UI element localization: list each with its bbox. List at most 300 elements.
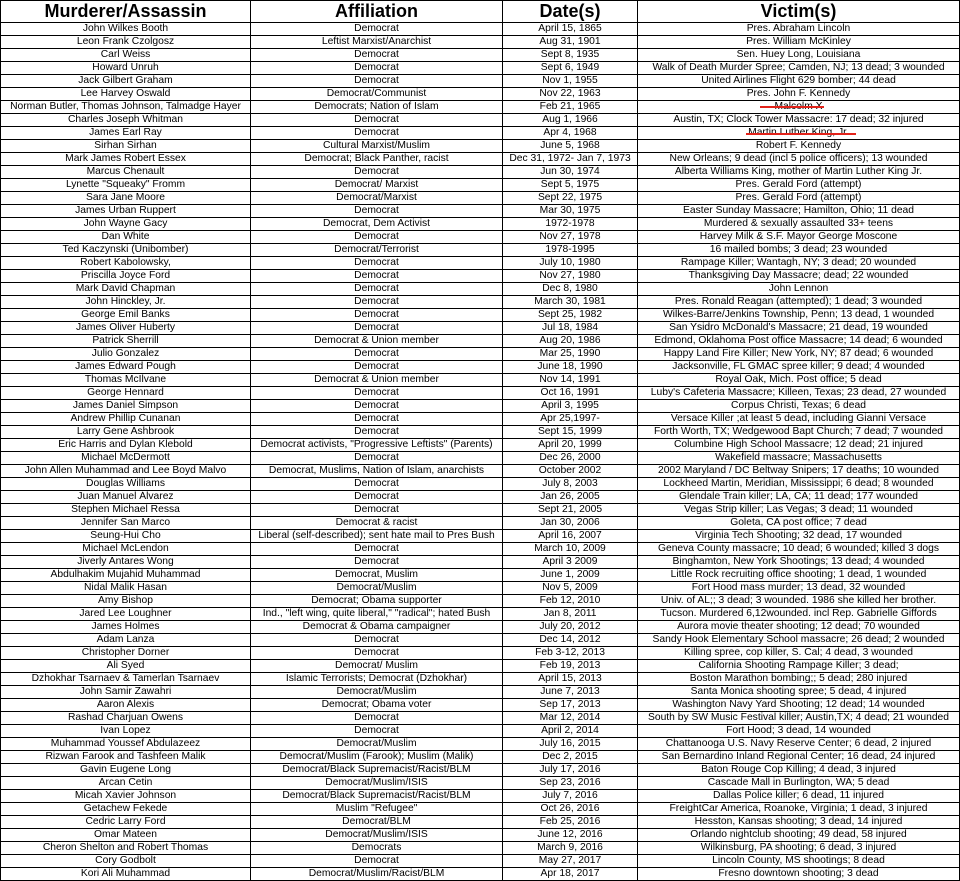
table-row xyxy=(1,712,960,725)
affiliation-cell: Democrat xyxy=(251,49,503,62)
affiliation-cell: Democrat xyxy=(251,387,503,400)
table-row xyxy=(1,816,960,829)
table-row xyxy=(1,660,960,673)
table-row xyxy=(1,855,960,868)
murderer-cell: Mark James Robert Essex xyxy=(1,153,251,166)
date-cell: Nov 5, 2009 xyxy=(503,582,638,595)
victims-cell: Royal Oak, Mich. Post office; 5 dead xyxy=(638,374,960,387)
affiliation-cell: Democrat/Muslim/ISIS xyxy=(251,777,503,790)
affiliation-cell: Democrat xyxy=(251,205,503,218)
date-cell: Sep 23, 2016 xyxy=(503,777,638,790)
victims-cell: Washington Navy Yard Shooting; 12 dead; 14 wounded xyxy=(638,699,960,712)
affiliation-cell: Democrat & Union member xyxy=(251,374,503,387)
affiliation-cell: Democrat xyxy=(251,114,503,127)
table-row xyxy=(1,621,960,634)
date-cell: Sept 21, 2005 xyxy=(503,504,638,517)
date-cell: June 7, 2013 xyxy=(503,686,638,699)
date-cell: Feb 19, 2013 xyxy=(503,660,638,673)
murderer-cell: Mark David Chapman xyxy=(1,283,251,296)
affiliation-cell: Democrat xyxy=(251,491,503,504)
affiliation-cell: Democrat, Muslims, Nation of Islam, anarchists xyxy=(251,465,503,478)
murderer-cell: Jiverly Antares Wong xyxy=(1,556,251,569)
date-cell: July 10, 1980 xyxy=(503,257,638,270)
affiliation-cell: Democrat; Obama voter xyxy=(251,699,503,712)
victims-cell: Walk of Death Murder Spree; Camden, NJ; 13 dead; 3 wounded xyxy=(638,62,960,75)
victims-cell: Baton Rouge Cop Killing; 4 dead, 3 injured xyxy=(638,764,960,777)
date-cell: Jun 30, 1974 xyxy=(503,166,638,179)
table-row xyxy=(1,62,960,75)
table-row xyxy=(1,595,960,608)
murderer-cell: Sara Jane Moore xyxy=(1,192,251,205)
date-cell: July 20, 2012 xyxy=(503,621,638,634)
date-cell: April 20, 1999 xyxy=(503,439,638,452)
table-row xyxy=(1,569,960,582)
table-row xyxy=(1,842,960,855)
affiliation-cell: Democrat xyxy=(251,231,503,244)
affiliation-cell: Democrat xyxy=(251,270,503,283)
murderer-cell: Rashad Charjuan Owens xyxy=(1,712,251,725)
table-row xyxy=(1,400,960,413)
affiliation-cell: Democrat activists, "Progressive Leftists" (Parents) xyxy=(251,439,503,452)
murderer-cell: Julio Gonzalez xyxy=(1,348,251,361)
affiliation-cell: Democrat & Union member xyxy=(251,335,503,348)
table-row xyxy=(1,738,960,751)
affiliation-cell: Democrat xyxy=(251,75,503,88)
murderer-cell: Christopher Dorner xyxy=(1,647,251,660)
victims-cell: Luby's Cafeteria Massacre; Killeen, Texas; 23 dead, 27 wounded xyxy=(638,387,960,400)
victims-cell: Edmond, Oklahoma Post office Massacre; 14 dead; 6 wounded xyxy=(638,335,960,348)
affiliation-cell: Democrat xyxy=(251,634,503,647)
table-row xyxy=(1,413,960,426)
victims-cell: Wilkinsburg, PA shooting; 6 dead, 3 injured xyxy=(638,842,960,855)
victims-cell: John Lennon xyxy=(638,283,960,296)
victims-cell: Goleta, CA post office; 7 dead xyxy=(638,517,960,530)
murderer-cell: Cedric Larry Ford xyxy=(1,816,251,829)
date-cell: April 15, 2013 xyxy=(503,673,638,686)
victims-cell: United Airlines Flight 629 bomber; 44 dead xyxy=(638,75,960,88)
table-row xyxy=(1,140,960,153)
murderer-cell: Ted Kaczynski (Unibomber) xyxy=(1,244,251,257)
victims-cell: Wakefield massacre; Massachusetts xyxy=(638,452,960,465)
table-row xyxy=(1,673,960,686)
table-row xyxy=(1,361,960,374)
affiliation-cell: Democrat xyxy=(251,855,503,868)
date-cell: Mar 30, 1975 xyxy=(503,205,638,218)
table-row xyxy=(1,543,960,556)
date-cell: April 16, 2007 xyxy=(503,530,638,543)
murderer-cell: James Holmes xyxy=(1,621,251,634)
date-cell: Apr 18, 2017 xyxy=(503,868,638,881)
date-cell: Nov 27, 1978 xyxy=(503,231,638,244)
murderer-cell: Stephen Michael Ressa xyxy=(1,504,251,517)
murderer-cell: Dzhokhar Tsarnaev & Tamerlan Tsarnaev xyxy=(1,673,251,686)
affiliation-cell: Democrat xyxy=(251,647,503,660)
table-row xyxy=(1,790,960,803)
affiliation-cell: Democrat xyxy=(251,322,503,335)
victims-cell: Pres. Gerald Ford (attempt) xyxy=(638,179,960,192)
murderer-cell: Muhammad Youssef Abdulazeez xyxy=(1,738,251,751)
table-row xyxy=(1,699,960,712)
table-row xyxy=(1,348,960,361)
victims-cell: Fort Hood mass murder; 13 dead, 32 wounded xyxy=(638,582,960,595)
affiliation-cell: Democrat/Terrorist xyxy=(251,244,503,257)
date-cell: May 27, 2017 xyxy=(503,855,638,868)
red-underline-malcolm-x xyxy=(760,106,824,108)
affiliation-cell: Democrat xyxy=(251,309,503,322)
murderer-cell: Ivan Lopez xyxy=(1,725,251,738)
affiliation-cell: Democrat xyxy=(251,478,503,491)
murderer-cell: Micah Xavier Johnson xyxy=(1,790,251,803)
date-cell: Sept 8, 1935 xyxy=(503,49,638,62)
table-row xyxy=(1,582,960,595)
affiliation-cell: Democrat xyxy=(251,257,503,270)
affiliation-cell: Democrat xyxy=(251,712,503,725)
affiliation-cell: Democrat; Obama supporter xyxy=(251,595,503,608)
table-row xyxy=(1,751,960,764)
table-row xyxy=(1,205,960,218)
murderer-cell: Gavin Eugene Long xyxy=(1,764,251,777)
victims-cell: Cascade Mall in Burlington, WA; 5 dead xyxy=(638,777,960,790)
victims-cell: Forth Worth, TX; Wedgewood Bapt Church; 7 dead; 7 wounded xyxy=(638,426,960,439)
date-cell: October 2002 xyxy=(503,465,638,478)
date-cell: April 3 2009 xyxy=(503,556,638,569)
victims-cell: Thanksgiving Day Massacre; dead; 22 wounded xyxy=(638,270,960,283)
victims-cell: Pres. Gerald Ford (attempt) xyxy=(638,192,960,205)
affiliation-cell: Leftist Marxist/Anarchist xyxy=(251,36,503,49)
murderer-cell: John Hinckley, Jr. xyxy=(1,296,251,309)
date-cell: Sept 25, 1982 xyxy=(503,309,638,322)
affiliation-cell: Democrat xyxy=(251,283,503,296)
victims-cell: Dallas Police killer; 6 dead, 11 injured xyxy=(638,790,960,803)
affiliation-cell: Democrat xyxy=(251,413,503,426)
date-cell: Nov 14, 1991 xyxy=(503,374,638,387)
date-cell: Sept 15, 1999 xyxy=(503,426,638,439)
affiliation-cell: Democrats; Nation of Islam xyxy=(251,101,503,114)
victims-cell: Happy Land Fire Killer; New York, NY; 87 dead; 6 wounded xyxy=(638,348,960,361)
table-row xyxy=(1,868,960,881)
victims-cell: 2002 Maryland / DC Beltway Snipers; 17 deaths; 10 wounded xyxy=(638,465,960,478)
victims-cell: Pres. John F. Kennedy xyxy=(638,88,960,101)
affiliation-cell: Democrat, Dem Activist xyxy=(251,218,503,231)
murderer-cell: John Wayne Gacy xyxy=(1,218,251,231)
date-cell: Nov 27, 1980 xyxy=(503,270,638,283)
table-row xyxy=(1,36,960,49)
victims-cell: Vegas Strip killer; Las Vegas; 3 dead; 11 wounded xyxy=(638,504,960,517)
murderer-cell: Thomas McIlvane xyxy=(1,374,251,387)
murderer-cell: John Wilkes Booth xyxy=(1,23,251,36)
table-row xyxy=(1,387,960,400)
murderer-cell: Larry Gene Ashbrook xyxy=(1,426,251,439)
victims-cell: Alberta Williams King, mother of Martin Luther King Jr. xyxy=(638,166,960,179)
table-row xyxy=(1,556,960,569)
affiliation-cell: Democrat/BLM xyxy=(251,816,503,829)
column-header-dates: Date(s) xyxy=(503,1,638,23)
murderer-cell: Eric Harris and Dylan Klebold xyxy=(1,439,251,452)
table-row xyxy=(1,530,960,543)
affiliation-cell: Democrats xyxy=(251,842,503,855)
murderer-cell: Andrew Phillip Cunanan xyxy=(1,413,251,426)
victims-cell: Aurora movie theater shooting; 12 dead; 70 wounded xyxy=(638,621,960,634)
victims-cell: Lockheed Martin, Meridian, Mississippi; 6 dead; 8 wounded xyxy=(638,478,960,491)
affiliation-cell: Democrat/Black Supremacist/Racist/BLM xyxy=(251,790,503,803)
murderer-cell: Abdulhakim Mujahid Muhammad xyxy=(1,569,251,582)
murderer-cell: Howard Unruh xyxy=(1,62,251,75)
victims-cell: Easter Sunday Massacre; Hamilton, Ohio; 11 dead xyxy=(638,205,960,218)
table-row xyxy=(1,439,960,452)
victims-cell: California Shooting Rampage Killer; 3 dead; xyxy=(638,660,960,673)
table-row xyxy=(1,829,960,842)
affiliation-cell: Liberal (self-described); sent hate mail to Pres Bush xyxy=(251,530,503,543)
affiliation-cell: Democrat & racist xyxy=(251,517,503,530)
affiliation-cell: Democrat, Muslim xyxy=(251,569,503,582)
table-row xyxy=(1,218,960,231)
table-row xyxy=(1,517,960,530)
murderer-cell: Patrick Sherrill xyxy=(1,335,251,348)
affiliation-cell: Democrat/ Muslim xyxy=(251,660,503,673)
murderer-cell: Rizwan Farook and Tashfeen Malik xyxy=(1,751,251,764)
victims-cell: Boston Marathon bombing;; 5 dead; 280 injured xyxy=(638,673,960,686)
table-row xyxy=(1,491,960,504)
affiliation-cell: Democrat/Muslim (Farook); Muslim (Malik) xyxy=(251,751,503,764)
table-row xyxy=(1,478,960,491)
murderer-cell: James Edward Pough xyxy=(1,361,251,374)
victims-cell: Santa Monica shooting spree; 5 dead, 4 injured xyxy=(638,686,960,699)
victims-cell: Binghamton, New York Shootings; 13 dead; 4 wounded xyxy=(638,556,960,569)
date-cell: Jan 26, 2005 xyxy=(503,491,638,504)
date-cell: Feb 21, 1965 xyxy=(503,101,638,114)
victims-cell: Univ. of AL;; 3 dead; 3 wounded. 1986 she killed her brother. xyxy=(638,595,960,608)
murderer-cell: Nidal Malik Hasan xyxy=(1,582,251,595)
date-cell: Oct 16, 1991 xyxy=(503,387,638,400)
date-cell: June 12, 2016 xyxy=(503,829,638,842)
table-row xyxy=(1,504,960,517)
affiliation-cell: Democrat/ Marxist xyxy=(251,179,503,192)
table-row xyxy=(1,647,960,660)
murderer-cell: James Oliver Huberty xyxy=(1,322,251,335)
date-cell: Feb 12, 2010 xyxy=(503,595,638,608)
date-cell: Dec 2, 2015 xyxy=(503,751,638,764)
victims-cell: Glendale Train killer; LA, CA; 11 dead; 177 wounded xyxy=(638,491,960,504)
table-row xyxy=(1,426,960,439)
murderer-cell: Kori Ali Muhammad xyxy=(1,868,251,881)
victims-cell: Versace Killer ;at least 5 dead, including Gianni Versace xyxy=(638,413,960,426)
table-row xyxy=(1,88,960,101)
murderer-cell: Adam Lanza xyxy=(1,634,251,647)
table-row xyxy=(1,166,960,179)
affiliation-cell: Muslim "Refugee" xyxy=(251,803,503,816)
murderer-cell: Omar Mateen xyxy=(1,829,251,842)
affiliation-cell: Democrat xyxy=(251,23,503,36)
affiliation-cell: Democrat & Obama campaigner xyxy=(251,621,503,634)
table-row xyxy=(1,75,960,88)
murderer-cell: Ali Syed xyxy=(1,660,251,673)
date-cell: Nov 22, 1963 xyxy=(503,88,638,101)
victims-cell: Sen. Huey Long, Louisiana xyxy=(638,49,960,62)
date-cell: 1978-1995 xyxy=(503,244,638,257)
victims-cell: Fort Hood; 3 dead, 14 wounded xyxy=(638,725,960,738)
murderer-cell: Sirhan Sirhan xyxy=(1,140,251,153)
murderer-cell: Cheron Shelton and Robert Thomas xyxy=(1,842,251,855)
date-cell: Mar 12, 2014 xyxy=(503,712,638,725)
victims-cell: Chattanooga U.S. Navy Reserve Center; 6 dead, 2 injured xyxy=(638,738,960,751)
table-row xyxy=(1,634,960,647)
victims-cell: Murdered & sexually assaulted 33+ teens xyxy=(638,218,960,231)
affiliation-cell: Democrat/Muslim xyxy=(251,686,503,699)
table-row xyxy=(1,231,960,244)
date-cell: Feb 25, 2016 xyxy=(503,816,638,829)
date-cell: Sept 22, 1975 xyxy=(503,192,638,205)
murderer-cell: Aaron Alexis xyxy=(1,699,251,712)
table-row xyxy=(1,244,960,257)
affiliation-cell: Democrat xyxy=(251,127,503,140)
table-row xyxy=(1,725,960,738)
date-cell: Aug 1, 1966 xyxy=(503,114,638,127)
date-cell: Aug 20, 1986 xyxy=(503,335,638,348)
victims-cell: South by SW Music Festival killer; Austin,TX; 4 dead; 21 wounded xyxy=(638,712,960,725)
date-cell: July 17, 2016 xyxy=(503,764,638,777)
table-row xyxy=(1,335,960,348)
table-row xyxy=(1,23,960,36)
victims-cell: Killing spree, cop killer, S. Cal; 4 dead, 3 wounded xyxy=(638,647,960,660)
table-row xyxy=(1,257,960,270)
date-cell: Dec 14, 2012 xyxy=(503,634,638,647)
murderer-cell: Leon Frank Czolgosz xyxy=(1,36,251,49)
victims-cell: San Ysidro McDonald's Massacre; 21 dead, 19 wounded xyxy=(638,322,960,335)
victims-cell: Wilkes-Barre/Jenkins Township, Penn; 13 dead, 1 wounded xyxy=(638,309,960,322)
date-cell: Apr 4, 1968 xyxy=(503,127,638,140)
victims-cell: Hesston, Kansas shooting; 3 dead, 14 injured xyxy=(638,816,960,829)
date-cell: March 30, 1981 xyxy=(503,296,638,309)
date-cell: Sept 6, 1949 xyxy=(503,62,638,75)
murderer-cell: Michael McLendon xyxy=(1,543,251,556)
victims-cell: Pres. Ronald Reagan (attempted); 1 dead; 3 wounded xyxy=(638,296,960,309)
affiliation-cell: Ind., "left wing, quite liberal," "radical"; hated Bush xyxy=(251,608,503,621)
date-cell: Aug 31, 1901 xyxy=(503,36,638,49)
date-cell: April 2, 2014 xyxy=(503,725,638,738)
murderer-cell: John Samir Zawahri xyxy=(1,686,251,699)
table-body xyxy=(1,23,960,881)
murderer-cell: Robert Kabolowsky, xyxy=(1,257,251,270)
murderer-cell: Lynette "Squeaky" Fromm xyxy=(1,179,251,192)
affiliation-cell: Democrat/Communist xyxy=(251,88,503,101)
victims-cell: Sandy Hook Elementary School massacre; 26 dead; 2 wounded xyxy=(638,634,960,647)
date-cell: Dec 31, 1972- Jan 7, 1973 xyxy=(503,153,638,166)
date-cell: Sept 5, 1975 xyxy=(503,179,638,192)
column-header-affiliation: Affiliation xyxy=(251,1,503,23)
murderer-cell: Lee Harvey Oswald xyxy=(1,88,251,101)
victims-cell: Robert F. Kennedy xyxy=(638,140,960,153)
victims-cell: Little Rock recruiting office shooting; 1 dead, 1 wounded xyxy=(638,569,960,582)
date-cell: April 3, 1995 xyxy=(503,400,638,413)
victims-cell: Rampage Killer; Wantagh, NY; 3 dead; 20 wounded xyxy=(638,257,960,270)
victims-cell: Tucson. Murdered 6,12wounded. incl Rep. Gabrielle Giffords xyxy=(638,608,960,621)
affiliation-cell: Islamic Terrorists; Democrat (Dzhokhar) xyxy=(251,673,503,686)
table-row xyxy=(1,803,960,816)
victims-cell: Pres. William McKinley xyxy=(638,36,960,49)
table-row xyxy=(1,270,960,283)
red-underline-mlk xyxy=(746,133,856,135)
table-row xyxy=(1,192,960,205)
victims-cell: Harvey Milk & S.F. Mayor George Moscone xyxy=(638,231,960,244)
affiliation-cell: Cultural Marxist/Muslim xyxy=(251,140,503,153)
date-cell: Jan 30, 2006 xyxy=(503,517,638,530)
header-row xyxy=(1,1,960,23)
table-row xyxy=(1,49,960,62)
murderer-cell: Douglas Williams xyxy=(1,478,251,491)
date-cell: April 15, 1865 xyxy=(503,23,638,36)
date-cell: June 1, 2009 xyxy=(503,569,638,582)
table-row xyxy=(1,114,960,127)
date-cell: Nov 1, 1955 xyxy=(503,75,638,88)
date-cell: Sep 17, 2013 xyxy=(503,699,638,712)
table-row xyxy=(1,179,960,192)
affiliation-cell: Democrat xyxy=(251,296,503,309)
murderer-cell: George Hennard xyxy=(1,387,251,400)
date-cell: Oct 26, 2016 xyxy=(503,803,638,816)
column-header-victims: Victim(s) xyxy=(638,1,960,23)
murderer-cell: Marcus Chenault xyxy=(1,166,251,179)
affiliation-cell: Democrat xyxy=(251,62,503,75)
affiliation-cell: Democrat/Marxist xyxy=(251,192,503,205)
affiliation-cell: Democrat/Muslim xyxy=(251,582,503,595)
affiliation-cell: Democrat xyxy=(251,452,503,465)
victims-cell: Columbine High School Massacre; 12 dead; 21 injured xyxy=(638,439,960,452)
murderer-cell: Juan Manuel Álvarez xyxy=(1,491,251,504)
table-row xyxy=(1,764,960,777)
affiliation-cell: Democrat xyxy=(251,166,503,179)
victims-cell: Austin, TX; Clock Tower Massacre: 17 dead; 32 injured xyxy=(638,114,960,127)
table-row xyxy=(1,465,960,478)
table-row xyxy=(1,608,960,621)
victims-cell: FreightCar America, Roanoke, Virginia; 1 dead, 3 injured xyxy=(638,803,960,816)
murderer-cell: Norman Butler, Thomas Johnson, Talmadge Hayer xyxy=(1,101,251,114)
murderer-cell: Charles Joseph Whitman xyxy=(1,114,251,127)
affiliation-cell: Democrat xyxy=(251,725,503,738)
murderer-cell: Arcan Cetin xyxy=(1,777,251,790)
date-cell: Dec 26, 2000 xyxy=(503,452,638,465)
table-row xyxy=(1,309,960,322)
affiliation-cell: Democrat xyxy=(251,543,503,556)
date-cell: Mar 25, 1990 xyxy=(503,348,638,361)
date-cell: July 8, 2003 xyxy=(503,478,638,491)
victims-cell: Lincoln County, MS shootings; 8 dead xyxy=(638,855,960,868)
murderer-cell: Jared Lee Loughner xyxy=(1,608,251,621)
affiliation-cell: Democrat/Muslim/Racist/BLM xyxy=(251,868,503,881)
murderer-cell: John Allen Muhammad and Lee Boyd Malvo xyxy=(1,465,251,478)
murderer-cell: James Earl Ray xyxy=(1,127,251,140)
table-row xyxy=(1,452,960,465)
murderer-cell: Seung-Hui Cho xyxy=(1,530,251,543)
murderer-cell: Jack Gilbert Graham xyxy=(1,75,251,88)
date-cell: March 9, 2016 xyxy=(503,842,638,855)
date-cell: Dec 8, 1980 xyxy=(503,283,638,296)
table-row xyxy=(1,374,960,387)
victims-cell: Corpus Christi, Texas; 6 dead xyxy=(638,400,960,413)
date-cell: July 7, 2016 xyxy=(503,790,638,803)
affiliation-cell: Democrat/Muslim/ISIS xyxy=(251,829,503,842)
victims-cell: San Bernardino Inland Regional Center; 16 dead, 24 injured xyxy=(638,751,960,764)
table-row xyxy=(1,686,960,699)
affiliation-cell: Democrat/Muslim xyxy=(251,738,503,751)
date-cell: March 10, 2009 xyxy=(503,543,638,556)
murderer-cell: Getachew Fekede xyxy=(1,803,251,816)
murderer-cell: Priscilla Joyce Ford xyxy=(1,270,251,283)
affiliation-cell: Democrat xyxy=(251,348,503,361)
murderer-cell: George Emil Banks xyxy=(1,309,251,322)
murderer-cell: Amy Bishop xyxy=(1,595,251,608)
table-row xyxy=(1,153,960,166)
table-row xyxy=(1,296,960,309)
